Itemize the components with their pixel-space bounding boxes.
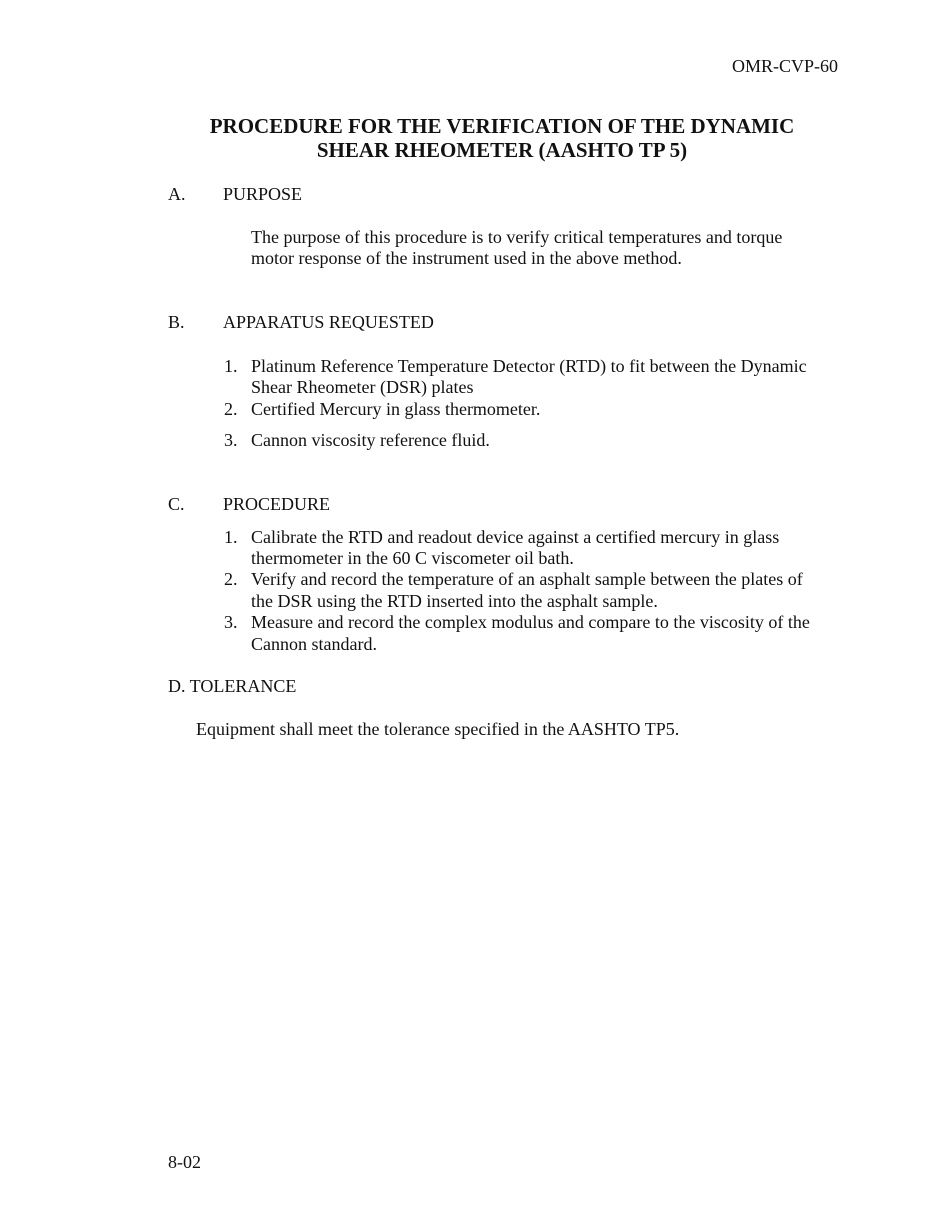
procedure-item-3-line-1: Measure and record the complex modulus and compare to the viscosity of the bbox=[251, 612, 810, 632]
procedure-item-3-line-2: Cannon standard. bbox=[251, 634, 377, 654]
apparatus-item-2-line-1: Certified Mercury in glass thermometer. bbox=[251, 399, 541, 419]
procedure-item-1-number: 1. bbox=[224, 527, 238, 547]
section-b-heading: APPARATUS REQUESTED bbox=[223, 312, 434, 332]
section-c-heading: PROCEDURE bbox=[223, 494, 331, 514]
procedure-item-2-number: 2. bbox=[224, 569, 238, 589]
section-a-letter: A. bbox=[168, 184, 186, 204]
page-number: 8-02 bbox=[168, 1152, 201, 1172]
procedure-item-2-line-2: the DSR using the RTD inserted into the asphalt sample. bbox=[251, 591, 658, 611]
title-line-1: PROCEDURE FOR THE VERIFICATION OF THE DYNAMIC bbox=[209, 114, 795, 138]
section-b-letter: B. bbox=[168, 312, 185, 332]
procedure-item-1-line-2: thermometer in the 60 C viscometer oil bath. bbox=[251, 548, 574, 568]
apparatus-item-2-number: 2. bbox=[224, 399, 238, 419]
document-id: OMR-CVP-60 bbox=[731, 56, 838, 76]
apparatus-item-1-line-2: Shear Rheometer (DSR) plates bbox=[251, 377, 474, 397]
apparatus-item-1-number: 1. bbox=[224, 356, 238, 376]
apparatus-item-3-line-1: Cannon viscosity reference fluid. bbox=[251, 430, 490, 450]
section-d-heading: D. TOLERANCE bbox=[168, 676, 297, 696]
purpose-text-line-2: motor response of the instrument used in the above method. bbox=[251, 248, 682, 268]
apparatus-item-1-line-1: Platinum Reference Temperature Detector (RTD) to fit between the Dynamic bbox=[251, 356, 807, 376]
procedure-item-3-number: 3. bbox=[224, 612, 238, 632]
purpose-text-line-1: The purpose of this procedure is to verify critical temperatures and torque bbox=[251, 227, 783, 247]
procedure-item-2-line-1: Verify and record the temperature of an asphalt sample between the plates of bbox=[251, 569, 803, 589]
section-a-heading: PURPOSE bbox=[223, 184, 303, 204]
apparatus-item-3-number: 3. bbox=[224, 430, 238, 450]
tolerance-text: Equipment shall meet the tolerance specified in the AASHTO TP5. bbox=[196, 719, 680, 739]
procedure-item-1-line-1: Calibrate the RTD and readout device against a certified mercury in glass bbox=[251, 527, 780, 547]
section-c-letter: C. bbox=[168, 494, 185, 514]
title-line-2: SHEAR RHEOMETER (AASHTO TP 5) bbox=[316, 138, 688, 162]
